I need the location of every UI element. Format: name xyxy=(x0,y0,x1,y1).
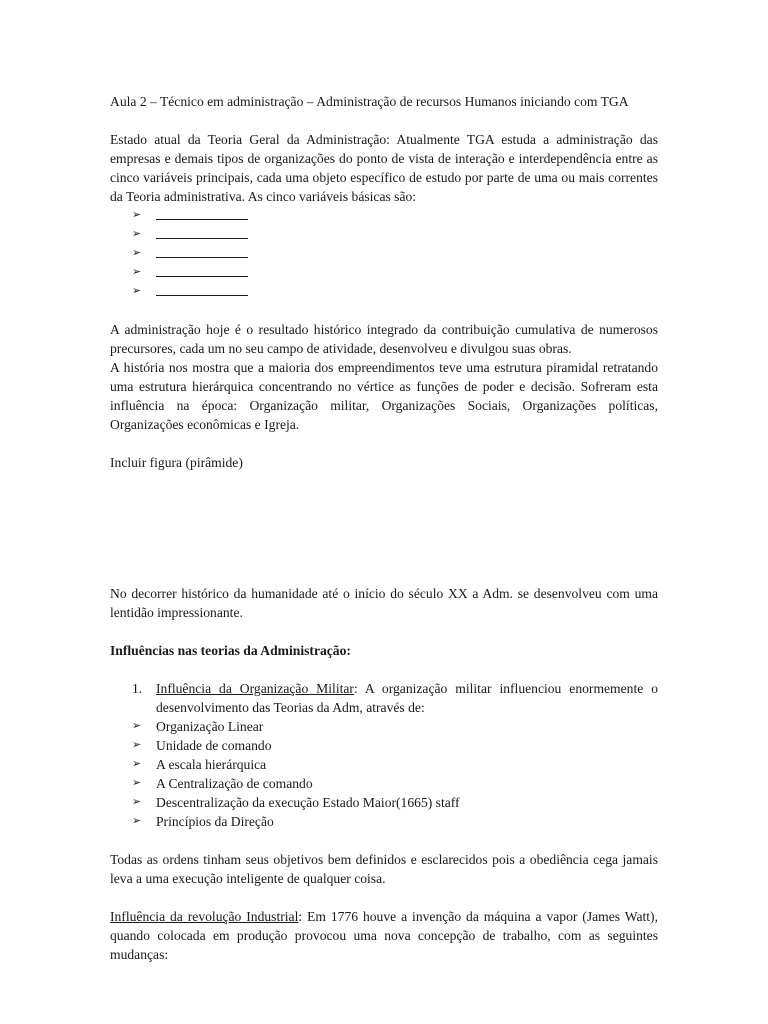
list-item xyxy=(132,244,658,263)
list-item xyxy=(132,225,658,244)
paragraph-administracao-hoje: A administração hoje é o resultado histórico integrado da contribuição cumulativa de numerosos precursores, cada um no seu campo de atividade, desenvolveu e divulgou suas obras. xyxy=(110,322,658,356)
list-number: 1. xyxy=(132,681,143,696)
arrow-bullet-icon: ➢ xyxy=(132,720,142,732)
list-item: ➢ A escala hierárquica xyxy=(132,757,267,772)
paragraph-ordens: Todas as ordens tinham seus objetivos bem definidos e esclarecidos pois a obediência cega jamais leva a uma execução inteligente de qualquer coisa. xyxy=(110,852,658,886)
arrow-bullet-icon: ➢ xyxy=(132,758,142,770)
list-item: ➢ Organização Linear xyxy=(132,719,264,734)
list-item: ➢ Princípios da Direção xyxy=(132,814,274,829)
paragraph-historia: A história nos mostra que a maioria dos empreendimentos teve uma estrutura piramidal retratando uma estrutura hierárquica concentrando no vértice as funções de poder e decisão. Sofreram esta influência na época: Organização militar, Organizações Sociais, Organizações políticas, Organizações econômicas e Igreja. xyxy=(110,360,658,432)
arrow-bullet-icon: ➢ xyxy=(132,228,142,240)
list-item xyxy=(132,282,658,301)
industrial-text: : Em 1776 houve a invenção da máquina a vapor (James Watt), quando colocada em produção provocou uma nova concepção de trabalho, com as seguintes mudanças: xyxy=(110,909,658,962)
paragraph-revolucao-industrial xyxy=(110,907,658,964)
figure-placeholder-space xyxy=(110,472,658,584)
arrow-bullet-icon: ➢ xyxy=(132,739,142,751)
blank-line xyxy=(156,263,248,277)
arrow-bullet-icon: ➢ xyxy=(132,247,142,259)
blank-line xyxy=(156,206,248,220)
list-item: ➢ Unidade de comando xyxy=(132,738,272,753)
industrial-title: Influência da revolução Industrial xyxy=(110,909,299,924)
document-title: Aula 2 – Técnico em administração – Administração de recursos Humanos iniciando com TGA xyxy=(110,94,629,109)
list-item: ➢ Descentralização da execução Estado Maior(1665) staff xyxy=(132,795,460,810)
list-item xyxy=(132,206,658,225)
arrow-bullet-icon: ➢ xyxy=(132,266,142,278)
influence-military-title: Influência da Organização Militar xyxy=(156,681,354,696)
list-item: ➢ A Centralização de comando xyxy=(132,776,313,791)
influences-list xyxy=(110,679,658,717)
figure-note: Incluir figura (pirâmide) xyxy=(110,455,243,470)
blank-line xyxy=(156,244,248,258)
arrow-bullet-icon: ➢ xyxy=(132,796,142,808)
paragraph-estado-atual: Estado atual da Teoria Geral da Administração: Atualmente TGA estuda a administração das empresas e demais tipos de organizações do ponto de vista de interação e interdependência entre as cinco variáveis principais, cada uma objeto específico de estudo por parte de uma ou mais correntes da Teoria administrativa. As cinco variáveis básicas são: xyxy=(110,132,658,204)
list-item xyxy=(132,263,658,282)
blank-variables-list xyxy=(110,206,658,301)
blank-line xyxy=(156,282,248,296)
arrow-bullet-icon: ➢ xyxy=(132,285,142,297)
blank-line xyxy=(156,225,248,239)
paragraph-decorrer: No decorrer histórico da humanidade até o início do século XX a Adm. se desenvolveu com uma lentidão impressionante. xyxy=(110,586,658,620)
influence-item-military xyxy=(132,679,658,717)
section-heading-influencias: Influências nas teorias da Administração: xyxy=(110,643,351,658)
influence-military-text: : A organização militar influenciou enormemente o desenvolvimento das Teorias da Adm, através de: xyxy=(156,681,658,715)
arrow-bullet-icon: ➢ xyxy=(132,815,142,827)
arrow-bullet-icon: ➢ xyxy=(132,777,142,789)
arrow-bullet-icon: ➢ xyxy=(132,209,142,221)
military-influence-list xyxy=(110,717,658,831)
